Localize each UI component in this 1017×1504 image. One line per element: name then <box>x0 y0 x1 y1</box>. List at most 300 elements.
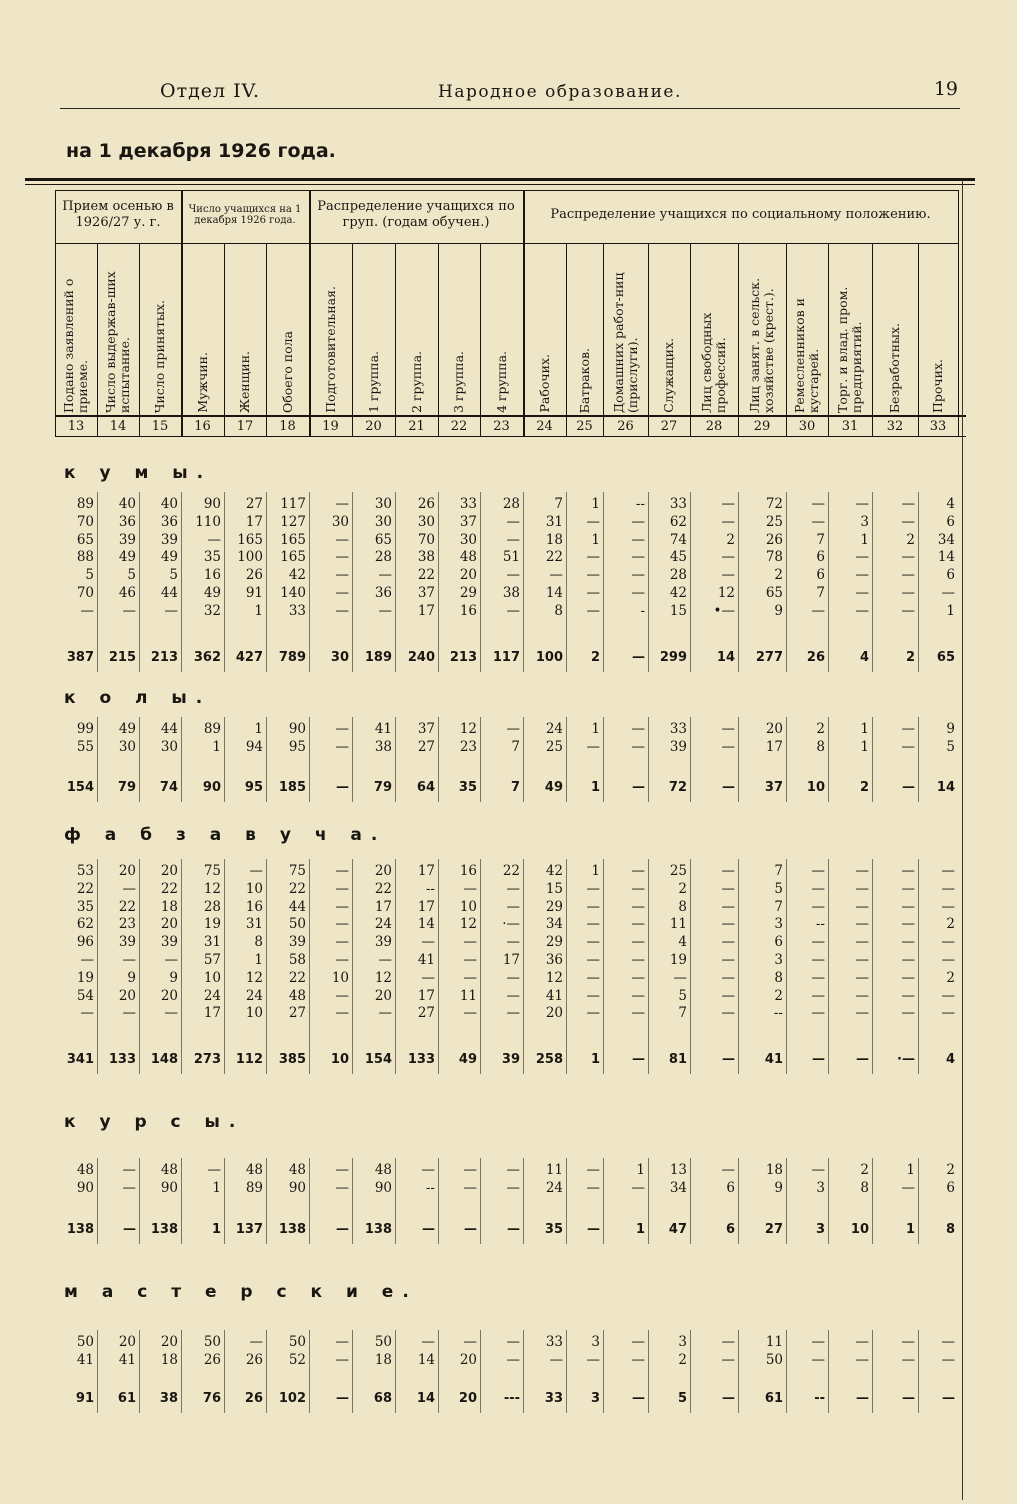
data-cell: 7 <box>678 1005 687 1022</box>
column-divider <box>480 243 481 436</box>
body-divider <box>872 717 873 802</box>
data-cell: 36 <box>160 513 178 530</box>
column-header-label: Мужчин. <box>194 352 210 413</box>
data-cell: — <box>506 987 520 1004</box>
data-cell: 18 <box>160 1351 178 1368</box>
data-cell: — <box>811 1162 825 1178</box>
data-cell: — <box>586 898 600 915</box>
column-header-label: Число принятых. <box>152 299 167 413</box>
body-divider <box>603 492 604 672</box>
data-cell: — <box>463 1005 477 1022</box>
column-header-label: Батраков. <box>576 347 592 413</box>
body-divider <box>690 492 691 672</box>
total-cell: — <box>722 780 735 795</box>
data-cell: -- <box>815 916 825 933</box>
data-cell: 1 <box>591 863 600 879</box>
data-cell: 20 <box>374 987 392 1004</box>
body-divider <box>872 1330 873 1413</box>
data-cell: — <box>631 952 645 968</box>
data-cell: 2 <box>726 531 735 548</box>
data-cell: 44 <box>288 898 306 915</box>
data-cell: 8 <box>678 898 687 915</box>
total-cell: 27 <box>764 1222 783 1237</box>
column-header <box>181 245 224 413</box>
data-cell: 165 <box>280 531 306 548</box>
total-cell: 68 <box>373 1391 392 1406</box>
data-cell: 22 <box>76 880 94 897</box>
total-cell: — <box>722 1052 735 1067</box>
data-cell: 17 <box>765 738 783 755</box>
data-cell: 37 <box>417 585 435 601</box>
body-divider <box>139 1330 140 1413</box>
total-cell: 7 <box>510 780 520 795</box>
data-cell: — <box>811 952 825 968</box>
body-divider <box>395 1330 396 1413</box>
data-cell: — <box>421 1162 435 1178</box>
data-cell: — <box>721 1005 735 1022</box>
data-cell: 1 <box>212 738 221 755</box>
data-cell: — <box>811 969 825 986</box>
total-cell: --- <box>503 1391 520 1406</box>
body-divider <box>738 1158 739 1244</box>
data-cell: 40 <box>160 496 178 512</box>
body-divider <box>828 1330 829 1413</box>
column-header-label: Лиц занят. в сельск. хозяйстве (крест.). <box>747 277 776 413</box>
column-header-label: Обоего пола <box>279 331 295 413</box>
column-header-label: 1 группа. <box>365 351 381 413</box>
data-cell: — <box>901 898 915 915</box>
total-cell: — <box>336 1391 349 1406</box>
data-cell: — <box>586 567 600 584</box>
body-divider <box>97 492 98 672</box>
total-cell: 47 <box>668 1222 687 1237</box>
total-cell: 14 <box>416 1391 435 1406</box>
total-cell: 213 <box>449 650 477 665</box>
data-cell: 22 <box>502 863 520 879</box>
total-cell: 14 <box>716 650 735 665</box>
data-cell: 28 <box>203 898 221 915</box>
data-cell: 29 <box>545 898 563 915</box>
data-cell: 24 <box>545 721 563 737</box>
body-divider <box>438 1330 439 1413</box>
body-divider <box>395 1158 396 1244</box>
body-divider <box>266 492 267 672</box>
data-cell: — <box>463 969 477 986</box>
data-cell: 22 <box>160 880 178 897</box>
data-cell: 2 <box>678 880 687 897</box>
data-cell: 16 <box>203 567 221 584</box>
column-header <box>480 245 523 413</box>
data-cell: 46 <box>118 585 136 601</box>
data-cell: 6 <box>774 934 783 951</box>
data-cell: ·— <box>502 916 520 933</box>
total-cell: — <box>942 1391 955 1406</box>
data-cell: 20 <box>118 987 136 1004</box>
data-cell: — <box>941 880 955 897</box>
page-edge-line <box>962 180 963 1500</box>
data-cell: 39 <box>160 531 178 548</box>
total-cell: 100 <box>535 650 563 665</box>
data-cell: 19 <box>203 916 221 933</box>
data-cell: 27 <box>288 1005 306 1022</box>
data-cell: 50 <box>203 1334 221 1350</box>
data-cell: 42 <box>669 585 687 601</box>
data-cell: 31 <box>203 934 221 951</box>
data-cell: — <box>207 531 221 548</box>
data-cell: — <box>811 934 825 951</box>
data-cell: 16 <box>459 863 477 879</box>
data-cell: — <box>901 863 915 879</box>
total-cell: 1 <box>590 1052 600 1067</box>
data-cell: 20 <box>160 987 178 1004</box>
data-cell: — <box>335 987 349 1004</box>
total-cell: 6 <box>725 1222 735 1237</box>
data-cell: 22 <box>374 880 392 897</box>
data-cell: 26 <box>203 1351 221 1368</box>
column-number: 32 <box>886 419 904 434</box>
column-header-label: 4 группа. <box>493 351 509 413</box>
data-cell: 33 <box>459 496 477 512</box>
group-header: Прием осенью в 1926/27 у. г. <box>62 199 174 230</box>
data-cell: — <box>506 1334 520 1350</box>
body-divider <box>786 492 787 672</box>
total-cell: 39 <box>501 1052 520 1067</box>
data-cell: 30 <box>374 496 392 512</box>
data-cell: 3 <box>678 1334 687 1350</box>
data-cell: — <box>855 916 869 933</box>
data-cell: 41 <box>374 721 392 737</box>
data-cell: 18 <box>765 1162 783 1178</box>
data-cell: 41 <box>118 1351 136 1368</box>
data-cell: — <box>122 880 136 897</box>
column-number: 24 <box>536 419 553 434</box>
data-cell: 26 <box>417 496 435 512</box>
total-cell: 90 <box>202 780 221 795</box>
data-cell: — <box>855 952 869 968</box>
total-cell: 35 <box>544 1222 563 1237</box>
data-cell: 165 <box>280 549 306 566</box>
data-cell: 17 <box>203 1005 221 1022</box>
data-cell: 50 <box>288 1334 306 1350</box>
data-cell: — <box>586 549 600 566</box>
column-header <box>352 245 395 413</box>
total-cell: 148 <box>150 1052 178 1067</box>
data-cell: 48 <box>374 1162 392 1178</box>
data-cell: 50 <box>76 1334 94 1350</box>
data-cell: 62 <box>669 513 687 530</box>
data-cell: — <box>335 549 349 566</box>
data-cell: 41 <box>545 987 563 1004</box>
data-cell: 6 <box>816 549 825 566</box>
data-cell: 44 <box>160 721 178 737</box>
body-divider <box>786 859 787 1074</box>
total-cell: 33 <box>544 1391 563 1406</box>
data-cell: 12 <box>545 969 563 986</box>
column-header-label: Домашних работ-ниц (прислуги). <box>610 272 640 413</box>
data-cell: 20 <box>459 567 477 584</box>
total-cell: 385 <box>278 1052 306 1067</box>
total-cell: 102 <box>278 1391 306 1406</box>
data-cell: 24 <box>374 916 392 933</box>
total-cell: 185 <box>278 780 306 795</box>
column-header <box>97 245 139 413</box>
body-divider <box>224 859 225 1074</box>
total-cell: 79 <box>373 780 392 795</box>
data-cell: 6 <box>816 567 825 584</box>
column-header <box>648 245 690 413</box>
data-cell: 20 <box>118 863 136 879</box>
data-cell: 12 <box>374 969 392 986</box>
data-cell: 10 <box>245 880 263 897</box>
body-divider <box>480 1158 481 1244</box>
data-cell: 10 <box>459 898 477 915</box>
data-cell: 12 <box>459 721 477 737</box>
total-cell: 112 <box>235 1052 263 1067</box>
data-cell: 41 <box>76 1351 94 1368</box>
total-cell: 138 <box>278 1222 306 1237</box>
total-cell: 277 <box>755 650 783 665</box>
total-cell: 154 <box>66 780 94 795</box>
data-cell: — <box>721 549 735 566</box>
total-cell: 2 <box>590 650 600 665</box>
data-cell: 1 <box>946 602 955 619</box>
data-cell: — <box>631 567 645 584</box>
body-divider <box>181 859 182 1074</box>
data-cell: 1 <box>254 602 263 619</box>
data-cell: 99 <box>76 721 94 737</box>
body-divider <box>566 1330 567 1413</box>
total-cell: — <box>812 1052 825 1067</box>
data-cell: 90 <box>160 1179 178 1196</box>
body-divider <box>309 1158 310 1244</box>
data-cell: 39 <box>288 934 306 951</box>
column-divider <box>97 243 98 436</box>
total-cell: 30 <box>330 650 349 665</box>
header-top-rule <box>55 190 958 191</box>
total-cell: 65 <box>936 650 955 665</box>
data-cell: 23 <box>459 738 477 755</box>
data-cell: 2 <box>678 1351 687 1368</box>
data-cell: — <box>586 602 600 619</box>
total-cell: 72 <box>668 780 687 795</box>
data-cell: — <box>463 952 477 968</box>
column-divider <box>958 190 959 436</box>
body-divider <box>872 859 873 1074</box>
data-cell: — <box>122 952 136 968</box>
data-cell: — <box>631 585 645 601</box>
data-cell: — <box>901 1351 915 1368</box>
data-cell: — <box>721 880 735 897</box>
data-cell: — <box>335 738 349 755</box>
data-cell: 4 <box>946 496 955 512</box>
data-cell: 74 <box>669 531 687 548</box>
data-cell: 3 <box>774 916 783 933</box>
data-cell: 20 <box>160 1334 178 1350</box>
total-cell: 74 <box>159 780 178 795</box>
data-cell: — <box>506 898 520 915</box>
data-cell: 8 <box>774 969 783 986</box>
body-divider <box>97 717 98 802</box>
data-cell: 8 <box>554 602 563 619</box>
data-cell: 42 <box>288 567 306 584</box>
body-divider <box>352 859 353 1074</box>
column-number: 16 <box>194 419 211 434</box>
data-cell: — <box>855 969 869 986</box>
data-cell: 96 <box>76 934 94 951</box>
data-cell: — <box>631 721 645 737</box>
body-divider <box>566 1158 567 1244</box>
data-cell: 1 <box>860 531 869 548</box>
column-number: 17 <box>236 419 254 434</box>
total-cell: 4 <box>945 1052 955 1067</box>
data-cell: 51 <box>502 549 520 566</box>
total-cell: 154 <box>364 1052 392 1067</box>
body-divider <box>309 717 310 802</box>
total-cell: 20 <box>458 1391 477 1406</box>
total-cell: — <box>464 1222 477 1237</box>
data-cell: — <box>721 934 735 951</box>
data-cell: — <box>901 602 915 619</box>
body-divider <box>309 859 310 1074</box>
data-cell: — <box>631 549 645 566</box>
data-cell: 9 <box>127 969 136 986</box>
data-cell: 25 <box>765 513 783 530</box>
data-cell: 19 <box>76 969 94 986</box>
data-cell: 20 <box>545 1005 563 1022</box>
data-cell: — <box>586 952 600 968</box>
data-cell: 100 <box>237 549 263 566</box>
data-cell: 2 <box>774 567 783 584</box>
section-title: м а с т е р с к и е. <box>64 1282 418 1302</box>
column-header-label: Ремесленников и кустарей. <box>792 298 821 413</box>
total-cell: 215 <box>108 650 136 665</box>
data-cell: 18 <box>545 531 563 548</box>
body-divider <box>872 1158 873 1244</box>
data-cell: 3 <box>591 1334 600 1350</box>
column-header <box>438 245 480 413</box>
data-cell: 39 <box>118 531 136 548</box>
column-divider <box>438 243 439 436</box>
data-cell: 30 <box>417 513 435 530</box>
data-cell: — <box>901 496 915 512</box>
data-cell: 11 <box>765 1334 783 1350</box>
body-divider <box>786 1330 787 1413</box>
column-header-label: Прочих. <box>930 358 945 413</box>
data-cell: 29 <box>459 585 477 601</box>
data-cell: 53 <box>76 863 94 879</box>
total-cell: — <box>507 1222 520 1237</box>
data-cell: 24 <box>245 987 263 1004</box>
body-divider <box>266 717 267 802</box>
column-number: 25 <box>576 419 593 434</box>
total-cell: 258 <box>535 1052 563 1067</box>
data-cell: 49 <box>160 549 178 566</box>
column-divider <box>352 243 353 436</box>
data-cell: 48 <box>288 987 306 1004</box>
column-divider <box>603 243 604 436</box>
column-header <box>523 245 566 413</box>
data-cell: — <box>335 1179 349 1196</box>
data-cell: 11 <box>669 916 687 933</box>
total-cell: 38 <box>159 1391 178 1406</box>
data-cell: 6 <box>946 513 955 530</box>
data-cell: — <box>335 1005 349 1022</box>
body-divider <box>786 717 787 802</box>
data-cell: — <box>421 934 435 951</box>
body-divider <box>480 859 481 1074</box>
column-header <box>55 245 97 413</box>
data-cell: — <box>586 738 600 755</box>
data-cell: 1 <box>254 721 263 737</box>
column-header-label: Подготовительная. <box>322 286 338 413</box>
body-divider <box>181 1158 182 1244</box>
data-cell: — <box>901 916 915 933</box>
data-cell: — <box>80 602 94 619</box>
data-cell: — <box>721 969 735 986</box>
body-divider <box>181 717 182 802</box>
section-label: Отдел IV. <box>160 80 261 102</box>
data-cell: — <box>506 1162 520 1178</box>
body-divider <box>309 492 310 672</box>
data-cell: 20 <box>160 863 178 879</box>
column-header-label: Число выдержав-ших испытание. <box>103 271 132 413</box>
data-cell: 28 <box>669 567 687 584</box>
column-header <box>566 245 603 413</box>
data-cell: — <box>631 1179 645 1196</box>
data-cell: — <box>631 1005 645 1022</box>
data-cell: — <box>811 987 825 1004</box>
data-cell: — <box>901 721 915 737</box>
data-cell: — <box>122 1162 136 1178</box>
data-cell: — <box>378 567 392 584</box>
data-cell: — <box>421 969 435 986</box>
data-cell: — <box>586 513 600 530</box>
data-cell: 30 <box>331 513 349 530</box>
data-cell: 72 <box>765 496 783 512</box>
body-divider <box>352 492 353 672</box>
total-cell: 14 <box>936 780 955 795</box>
body-divider <box>181 492 182 672</box>
data-cell: — <box>506 567 520 584</box>
data-cell: 39 <box>160 934 178 951</box>
body-divider <box>918 859 919 1074</box>
data-cell: 5 <box>678 987 687 1004</box>
data-cell: 10 <box>245 1005 263 1022</box>
section-title: к о л ы. <box>64 688 212 708</box>
body-divider <box>352 1158 353 1244</box>
data-cell: 49 <box>118 721 136 737</box>
data-cell: 7 <box>816 531 825 548</box>
data-cell: 18 <box>160 898 178 915</box>
total-cell: 79 <box>117 780 136 795</box>
data-cell: 6 <box>946 1179 955 1196</box>
data-cell: — <box>586 1179 600 1196</box>
data-cell: 75 <box>203 863 221 879</box>
date-title: на 1 декабря 1926 года. <box>66 140 336 162</box>
total-cell: 26 <box>806 650 825 665</box>
table-top-rule-thin <box>25 184 975 185</box>
total-cell: — <box>587 1222 600 1237</box>
data-cell: 19 <box>669 952 687 968</box>
data-cell: 90 <box>76 1179 94 1196</box>
data-cell: 90 <box>288 721 306 737</box>
data-cell: 30 <box>459 531 477 548</box>
data-cell: — <box>901 952 915 968</box>
data-cell: 2 <box>906 531 915 548</box>
body-divider <box>603 1158 604 1244</box>
data-cell: — <box>631 880 645 897</box>
column-header-label: Подано заявлений о приеме. <box>61 278 90 413</box>
